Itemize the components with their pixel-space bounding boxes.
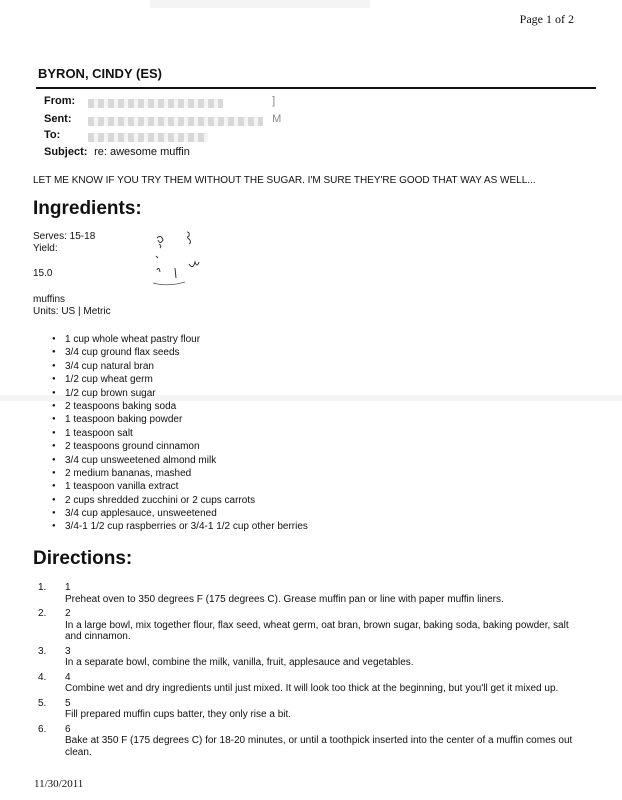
step-number: 3. [38, 645, 47, 657]
step-label: 4 [65, 671, 71, 683]
to-row [44, 129, 91, 141]
list-item: ● 3/4 cup applesauce, unsweetened [52, 507, 308, 520]
step-number: 1. [38, 582, 47, 593]
directions-list [38, 582, 573, 761]
scribble-marks [145, 228, 215, 293]
list-item: ● 3/4-1 1/2 cup raspberries or 3/4-1 1/2 cup other berries [52, 520, 308, 533]
list-item: ● 1 teaspoon vanilla extract [52, 480, 308, 493]
direction-step [38, 724, 573, 759]
subject-value: re: awesome muffin [94, 146, 190, 158]
sent-label: Sent: [44, 113, 72, 125]
redaction [88, 117, 263, 126]
direction-step [38, 698, 573, 721]
units-toggle: Units: US | Metric [33, 306, 111, 317]
step-number: 4. [38, 671, 47, 683]
step-text: Preheat oven to 350 degrees F (175 degrees C). Grease muffin pan or line with paper muffin liners. [65, 593, 504, 605]
direction-step [38, 672, 573, 695]
intro-message: LET ME KNOW IF YOU TRY THEM WITHOUT THE SUGAR. I'M SURE THEY'RE GOOD THAT WAY AS WELL... [33, 175, 536, 186]
list-item: ● 3/4 cup natural bran [52, 360, 308, 373]
step-text: In a separate bowl, combine the milk, vanilla, fruit, applesauce and vegetables. [65, 657, 414, 668]
yield-value: 15.0 [33, 268, 53, 279]
footer-date: 11/30/2011 [34, 778, 84, 790]
step-label: 3 [65, 645, 71, 657]
subject-label: Subject: [44, 146, 88, 158]
page-number: Page 1 of 2 [519, 12, 574, 26]
list-item: ● 1/2 cup brown sugar [52, 387, 308, 400]
step-text: Bake at 350 F (175 degrees C) for 18-20 minutes, or until a toothpick inserted into the center of a muffin comes out clean. [65, 735, 573, 758]
list-item: ● 1 teaspoon salt [52, 427, 308, 440]
list-item: ● 3/4 cup ground flax seeds [52, 346, 308, 359]
direction-step [38, 582, 573, 605]
list-item: ● 1 cup whole wheat pastry flour [52, 333, 308, 346]
list-item: ● 1 teaspoon baking powder [52, 413, 308, 426]
direction-step [38, 646, 573, 669]
step-number: 2. [38, 608, 47, 619]
scan-smudge [150, 0, 370, 8]
list-item: ● 2 medium bananas, mashed [52, 467, 308, 480]
step-label: 2 [65, 608, 71, 619]
list-item: ● 2 cups shredded zucchini or 2 cups carrots [52, 494, 308, 507]
step-label: 6 [65, 723, 71, 735]
step-text: In a large bowl, mix together flour, flax seed, wheat germ, oat bran, brown sugar, baking soda, baking powder, salt and cinnamon. [65, 619, 569, 642]
step-label: 1 [65, 582, 71, 593]
yield-label: Yield: [33, 243, 58, 254]
sent-value: M [272, 113, 282, 125]
from-value: ] [272, 95, 276, 107]
redaction [88, 99, 223, 108]
list-item: ● 2 teaspoons ground cinnamon [52, 440, 308, 453]
list-item: ● 2 teaspoons baking soda [52, 400, 308, 413]
from-label: From: [44, 95, 76, 107]
sender-name: BYRON, CINDY (ES) [38, 66, 162, 81]
yield-unit: muffins [33, 294, 66, 305]
to-label: To: [44, 129, 61, 141]
directions-heading: Directions: [33, 548, 133, 569]
ingredients-heading: Ingredients: [33, 198, 142, 219]
list-item: ● 3/4 cup unsweetened almond milk [52, 454, 308, 467]
step-number: 6. [38, 723, 47, 735]
direction-step [38, 608, 573, 643]
header-divider [36, 87, 596, 89]
ingredients-list [52, 333, 308, 534]
step-label: 5 [65, 697, 71, 709]
list-item: ● 1/2 cup wheat germ [52, 373, 308, 386]
step-text: Fill prepared muffin cups batter, they only rise a bit. [65, 709, 292, 720]
subject-row [44, 146, 190, 158]
step-text: Combine wet and dry ingredients until just mixed. It will look too thick at the beginning, but you'll get it mixed up. [65, 683, 559, 694]
redaction [88, 133, 208, 142]
serves: Serves: 15-18 [33, 231, 96, 242]
step-number: 5. [38, 697, 47, 709]
